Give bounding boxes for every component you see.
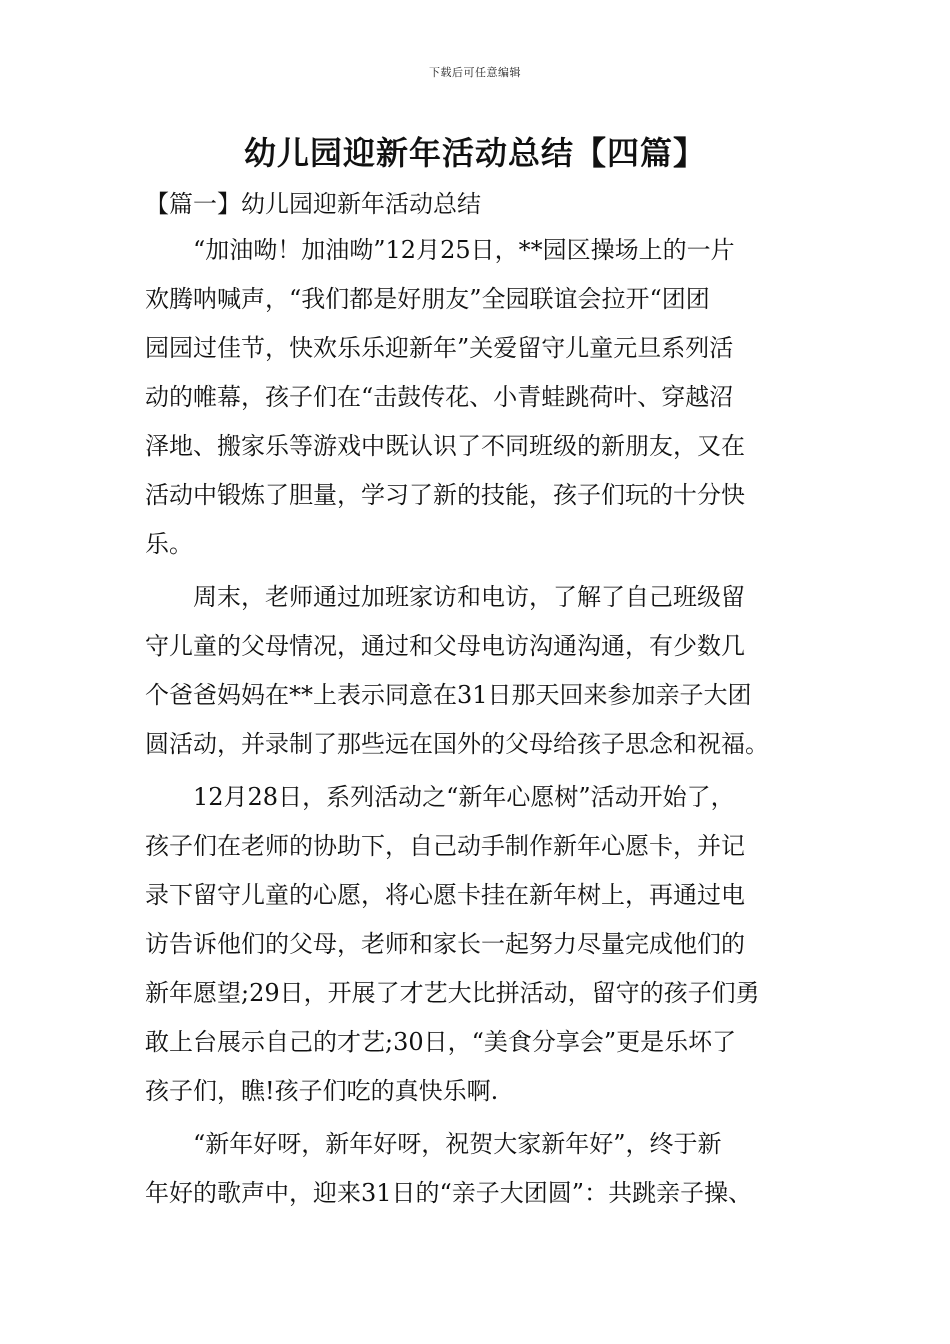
text-line: 乐。 [145, 530, 193, 558]
text-line: 动的帷幕，孩子们在“击鼓传花、小青蛙跳荷叶、穿越沼 [145, 383, 734, 411]
text-line: 敢上台展示自己的才艺;30日，“美食分享会”更是乐坏了 [145, 1028, 737, 1056]
text-line: 守儿童的父母情况，通过和父母电访沟通沟通，有少数几 [145, 632, 745, 660]
paragraph [145, 226, 825, 569]
text-line: 欢腾呐喊声，“我们都是好朋友”全园联谊会拉开“团团 [145, 285, 710, 313]
header-note: 下载后可任意编辑 [429, 66, 521, 79]
document-body [145, 226, 825, 1218]
text-line: 泽地、搬家乐等游戏中既认识了不同班级的新朋友，又在 [145, 432, 745, 460]
paragraph [145, 1120, 825, 1218]
text-line: 访告诉他们的父母，老师和家长一起努力尽量完成他们的 [145, 930, 745, 958]
text-line: 个爸爸妈妈在**上表示同意在31日那天回来参加亲子大团 [145, 681, 752, 709]
text-line: 圆活动，并录制了那些远在国外的父母给孩子思念和祝福。 [145, 730, 769, 758]
text-line: “加油呦！加油呦”12月25日，**园区操场上的一片 [145, 236, 735, 264]
document-title: 幼儿园迎新年活动总结【四篇】 [243, 134, 706, 172]
section-heading: 【篇一】幼儿园迎新年活动总结 [145, 190, 481, 218]
text-line: 年好的歌声中，迎来31日的“亲子大团圆”：共跳亲子操、 [145, 1179, 753, 1207]
text-line: 孩子们，瞧!孩子们吃的真快乐啊. [145, 1077, 499, 1105]
text-line: 周末，老师通过加班家访和电访，了解了自己班级留 [145, 583, 745, 611]
text-line: “新年好呀，新年好呀，祝贺大家新年好”，终于新 [145, 1130, 722, 1158]
text-line: 12月28日，系列活动之“新年心愿树”活动开始了， [145, 783, 735, 811]
paragraph [145, 773, 825, 1116]
text-line: 孩子们在老师的协助下，自己动手制作新年心愿卡，并记 [145, 832, 745, 860]
text-line: 录下留守儿童的心愿，将心愿卡挂在新年树上，再通过电 [145, 881, 745, 909]
text-line: 活动中锻炼了胆量，学习了新的技能，孩子们玩的十分快 [145, 481, 745, 509]
text-line: 新年愿望;29日，开展了才艺大比拼活动，留守的孩子们勇 [145, 979, 760, 1007]
paragraph [145, 573, 825, 769]
text-line: 园园过佳节，快欢乐乐迎新年”关爱留守儿童元旦系列活 [145, 334, 734, 362]
